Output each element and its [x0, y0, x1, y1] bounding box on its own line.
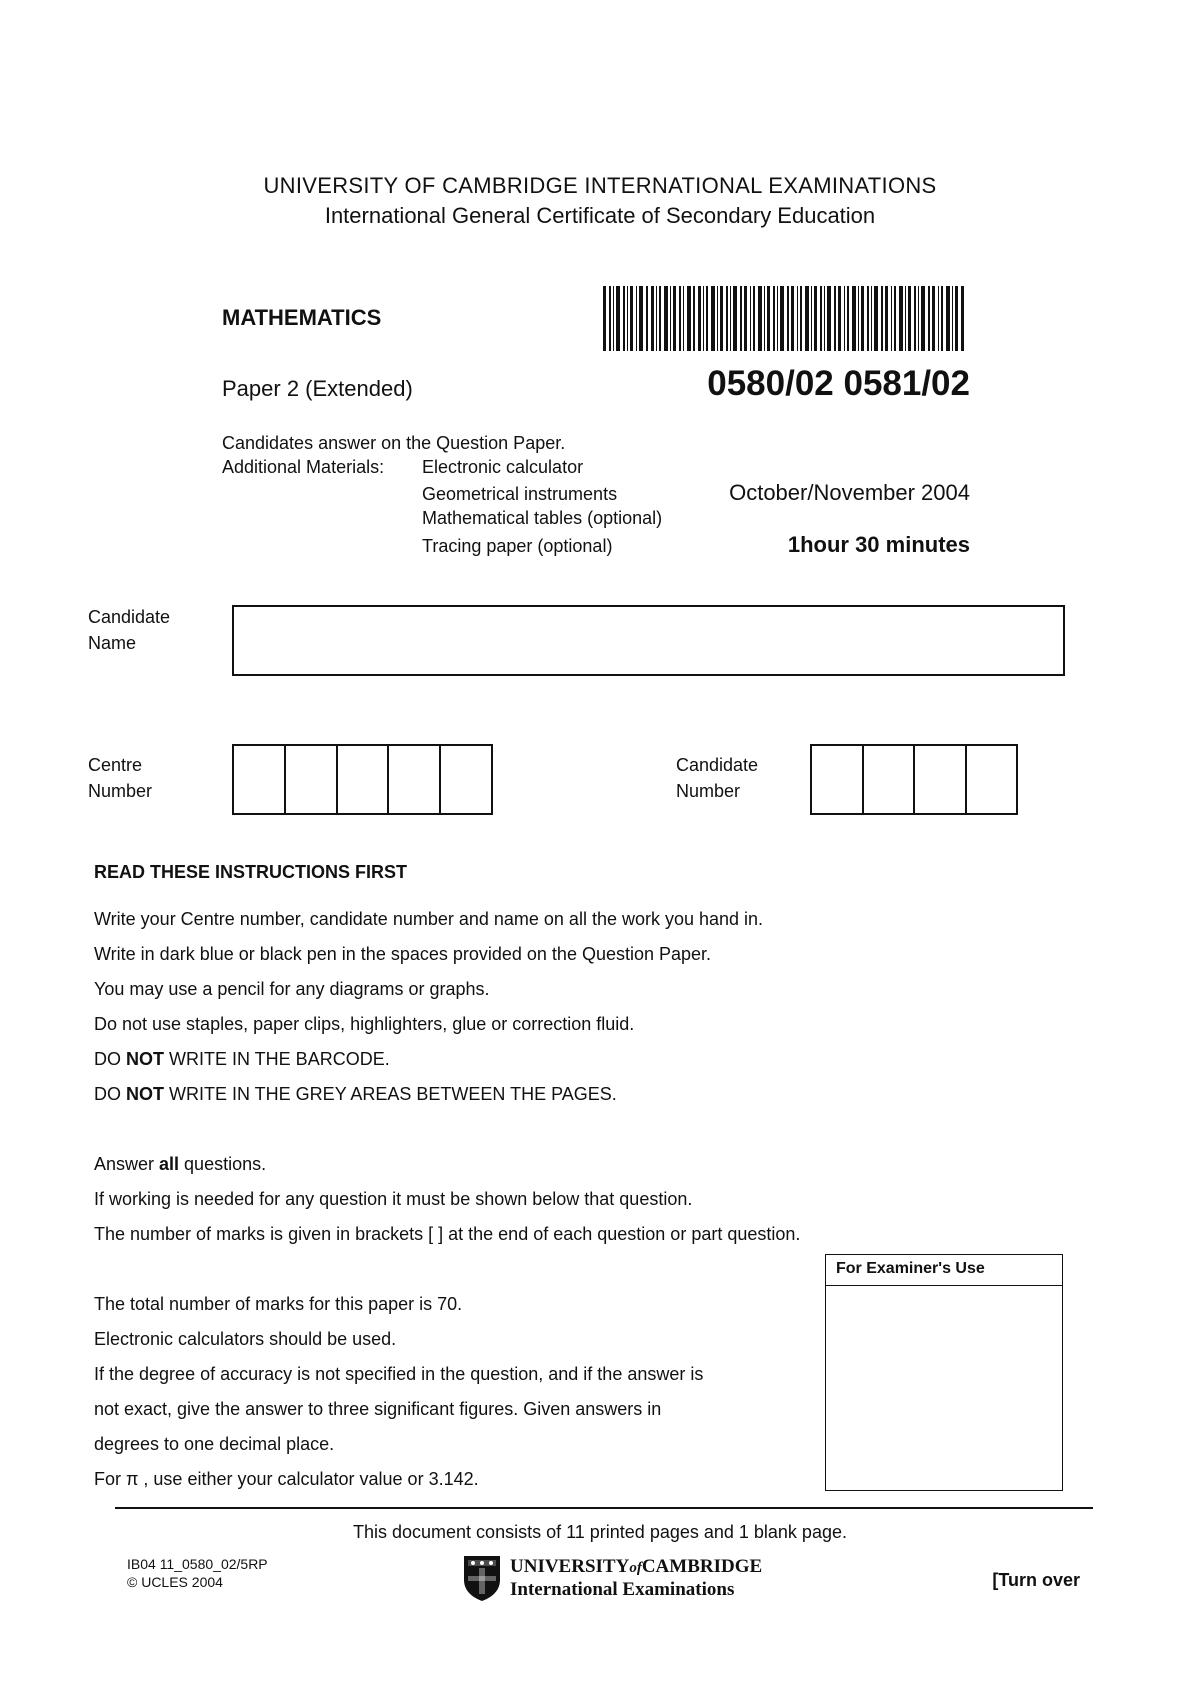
instruction-line: Do not use staples, paper clips, highlighters, glue or correction fluid.: [94, 1014, 635, 1034]
instruction-line: Write in dark blue or black pen in the spaces provided on the Question Paper.: [94, 944, 712, 964]
material-item: Electronic calculator: [422, 457, 584, 477]
answer-suffix: questions.: [179, 1154, 267, 1174]
instruction-line: You may use a pencil for any diagrams or graphs.: [94, 979, 490, 999]
material-item: Geometrical instruments: [422, 484, 618, 504]
instruction-grey-rule: [94, 1084, 617, 1105]
answer-emphasis: all: [159, 1154, 180, 1174]
candidates-answer-note: Candidates answer on the Question Paper.: [222, 433, 566, 453]
candidate-number-input[interactable]: [810, 744, 1018, 815]
turn-over: [Turn over: [992, 1570, 1080, 1590]
logo-line-1: [510, 1556, 762, 1579]
qualification-title: International General Certificate of Secondary Education: [324, 203, 876, 228]
instruction-line: The number of marks is given in brackets [ ] at the end of each question or part question.: [94, 1224, 801, 1244]
candidate-number-cell[interactable]: [864, 746, 916, 813]
centre-number-cell[interactable]: [441, 746, 491, 813]
do-prefix: DO: [94, 1049, 127, 1069]
candidate-number-label-line: Number: [676, 781, 741, 801]
material-item: Tracing paper (optional): [422, 536, 613, 556]
cambridge-logo-text: [510, 1556, 762, 1601]
paper-codes: 0580/02 0581/02: [707, 364, 970, 403]
not-emphasis: NOT: [126, 1049, 165, 1069]
document-code: IB04 11_0580_02/5RP: [127, 1556, 268, 1572]
instruction-pi-line: For π , use either your calculator value or 3.142.: [94, 1469, 479, 1489]
centre-number-cell[interactable]: [286, 746, 338, 813]
examiners-use-title: For Examiner's Use: [826, 1255, 1062, 1286]
instruction-line: If working is needed for any question it must be shown below that question.: [94, 1189, 693, 1209]
barcode-icon: [603, 286, 965, 351]
instruction-line: degrees to one decimal place.: [94, 1434, 335, 1454]
centre-number-cell[interactable]: [338, 746, 390, 813]
grey-rule-text: WRITE IN THE GREY AREAS BETWEEN THE PAGES.: [164, 1084, 617, 1104]
cambridge-crest-icon: [462, 1554, 502, 1602]
copyright: © UCLES 2004: [127, 1574, 223, 1590]
answer-prefix: Answer: [94, 1154, 160, 1174]
centre-number-label-line: Number: [88, 781, 153, 801]
candidate-number-label-line: Candidate: [676, 755, 759, 775]
instruction-line: Write your Centre number, candidate number and name on all the work you hand in.: [94, 909, 764, 929]
centre-number-label: [88, 752, 152, 804]
centre-number-input[interactable]: [232, 744, 493, 815]
exam-session: October/November 2004: [729, 480, 970, 505]
instructions-heading: READ THESE INSTRUCTIONS FIRST: [94, 862, 408, 882]
candidate-name-label-line: Candidate: [88, 607, 171, 627]
logo-university: UNIVERSITY: [510, 1556, 630, 1577]
logo-cambridge: CAMBRIDGE: [641, 1556, 763, 1577]
instruction-line: If the degree of accuracy is not specified in the question, and if the answer is: [94, 1364, 704, 1384]
logo-of: of: [629, 1560, 642, 1576]
document-code-block: [127, 1555, 268, 1591]
candidate-name-label: [88, 604, 170, 656]
instruction-line: Electronic calculators should be used.: [94, 1329, 397, 1349]
instruction-line: not exact, give the answer to three significant figures. Given answers in: [94, 1399, 662, 1419]
not-emphasis: NOT: [126, 1084, 165, 1104]
centre-number-label-line: Centre: [88, 755, 143, 775]
instruction-answer-all: [94, 1154, 266, 1175]
footer-divider: [115, 1507, 1093, 1509]
subject: MATHEMATICS: [222, 305, 382, 330]
logo-line-2: International Examinations: [510, 1579, 735, 1600]
paper-name: Paper 2 (Extended): [222, 376, 413, 401]
candidate-number-cell[interactable]: [812, 746, 864, 813]
candidate-number-label: [676, 752, 758, 804]
university-title: UNIVERSITY OF CAMBRIDGE INTERNATIONAL EXAMINATIONS: [263, 173, 937, 198]
centre-number-cell[interactable]: [389, 746, 441, 813]
exam-duration: 1hour 30 minutes: [787, 532, 970, 557]
centre-number-cell[interactable]: [234, 746, 286, 813]
do-prefix: DO: [94, 1084, 127, 1104]
pages-note: This document consists of 11 printed pages and 1 blank page.: [353, 1522, 847, 1542]
additional-materials-label: Additional Materials:: [222, 457, 385, 477]
candidate-name-input[interactable]: [232, 605, 1065, 676]
candidate-number-cell[interactable]: [967, 746, 1017, 813]
material-item: Mathematical tables (optional): [422, 508, 663, 528]
barcode-rule-text: WRITE IN THE BARCODE.: [164, 1049, 390, 1069]
examiners-use-box: [825, 1254, 1063, 1491]
candidate-name-label-line: Name: [88, 633, 137, 653]
instruction-barcode-rule: [94, 1049, 390, 1070]
candidate-number-cell[interactable]: [915, 746, 967, 813]
instruction-line: The total number of marks for this paper is 70.: [94, 1294, 463, 1314]
